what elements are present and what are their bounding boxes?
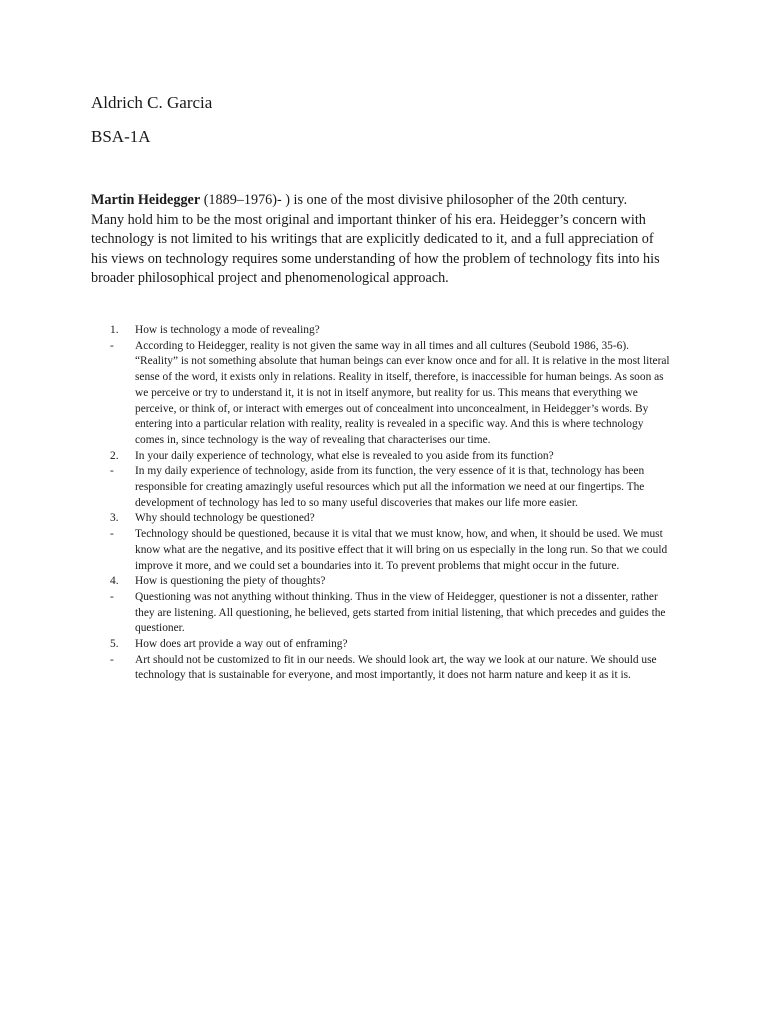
answer-bullet: -: [110, 653, 114, 666]
answer-text: Technology should be questioned, because it is vital that we must know, how, and when, it should be used. We must know what are the negative, and its positive effect that it will bring on us especially in the long run. So that we could improve it more, and we could set a boundaries into it. To prevent problems that might occur in the future.: [135, 528, 668, 572]
question-number: 1.: [110, 324, 119, 336]
author-name: Aldrich C. Garcia: [91, 93, 213, 112]
answer-bullet: -: [110, 590, 114, 603]
question-text: How does art provide a way out of enframing?: [135, 638, 348, 651]
question-number: 3.: [110, 512, 119, 525]
question-text: In your daily experience of technology, what else is revealed to you aside from its function?: [135, 449, 554, 462]
question-number: 4.: [110, 575, 119, 588]
question-item: [110, 637, 674, 653]
intro-body: (1889–1976)- ) is one of the most divisive philosopher of the 20th century. Many hold him to be the most original and important thinker of his era. Heidegger’s concern with technology is not limited to his writings that are explicitly dedicated to it, and a full appreciation of his views on technology requires some understanding of how the problem of technology fits into his broader philosophical project and phenomenological approach.: [91, 192, 660, 286]
answer-item: [110, 339, 674, 449]
answer-item: [110, 527, 674, 574]
answer-text: In my daily experience of technology, aside from its function, the very essence of it is that, technology has been responsible for creating amazingly useful resources which put all the information we need at our fingertips. The development of technology has led to so many useful discoveries that makes our life more easier.: [135, 465, 645, 509]
question-item: [110, 511, 674, 527]
answer-item: [110, 590, 674, 637]
intro-subject: Martin Heidegger: [91, 192, 201, 208]
answer-bullet: -: [110, 339, 114, 352]
question-list: [110, 323, 674, 684]
question-text: How is technology a mode of revealing?: [135, 324, 320, 336]
answer-bullet: -: [110, 465, 114, 478]
answer-text: According to Heidegger, reality is not given the same way in all times and all cultures (Seubold 1986, 35-6). “Reality” is not something absolute that human beings can ever know once and for all. It is relative in the most literal sense of the word, it exists only in relations. Reality in itself, therefore, is inaccessible for human beings. As soon as we perceive or try to understand it, it is not in itself anymore, but reality for us. This means that everything we perceive, or think of, or interact with emerges out of concealment into unconcealment, in Heidegger’s words. By entering into a particular relation with reality, reality is revealed in a specific way. And this is where technology comes in, since technology is the way of revealing that characterises our time.: [135, 339, 670, 446]
intro-paragraph: [91, 191, 661, 289]
question-item: [110, 449, 674, 465]
question-item: [110, 574, 674, 590]
question-number: 5.: [110, 638, 119, 651]
question-number: 2.: [110, 449, 119, 462]
question-text: How is questioning the piety of thoughts?: [135, 575, 326, 588]
answer-item: [110, 464, 674, 511]
answer-text: Questioning was not anything without thinking. Thus in the view of Heidegger, questioner is not a dissenter, rather they are listening. All questioning, he believed, gets started from initial listening, that which precedes and guides the questioner.: [135, 590, 666, 635]
question-item: [110, 323, 674, 339]
question-text: Why should technology be questioned?: [135, 512, 315, 525]
answer-item: [110, 653, 674, 684]
class-section: BSA-1A: [91, 127, 151, 146]
answer-bullet: -: [110, 528, 114, 541]
answer-text: Art should not be customized to fit in our needs. We should look art, the way we look at our nature. We should use technology that is sustainable for everyone, and most importantly, it does not harm nature and keep it as it is.: [135, 653, 657, 682]
